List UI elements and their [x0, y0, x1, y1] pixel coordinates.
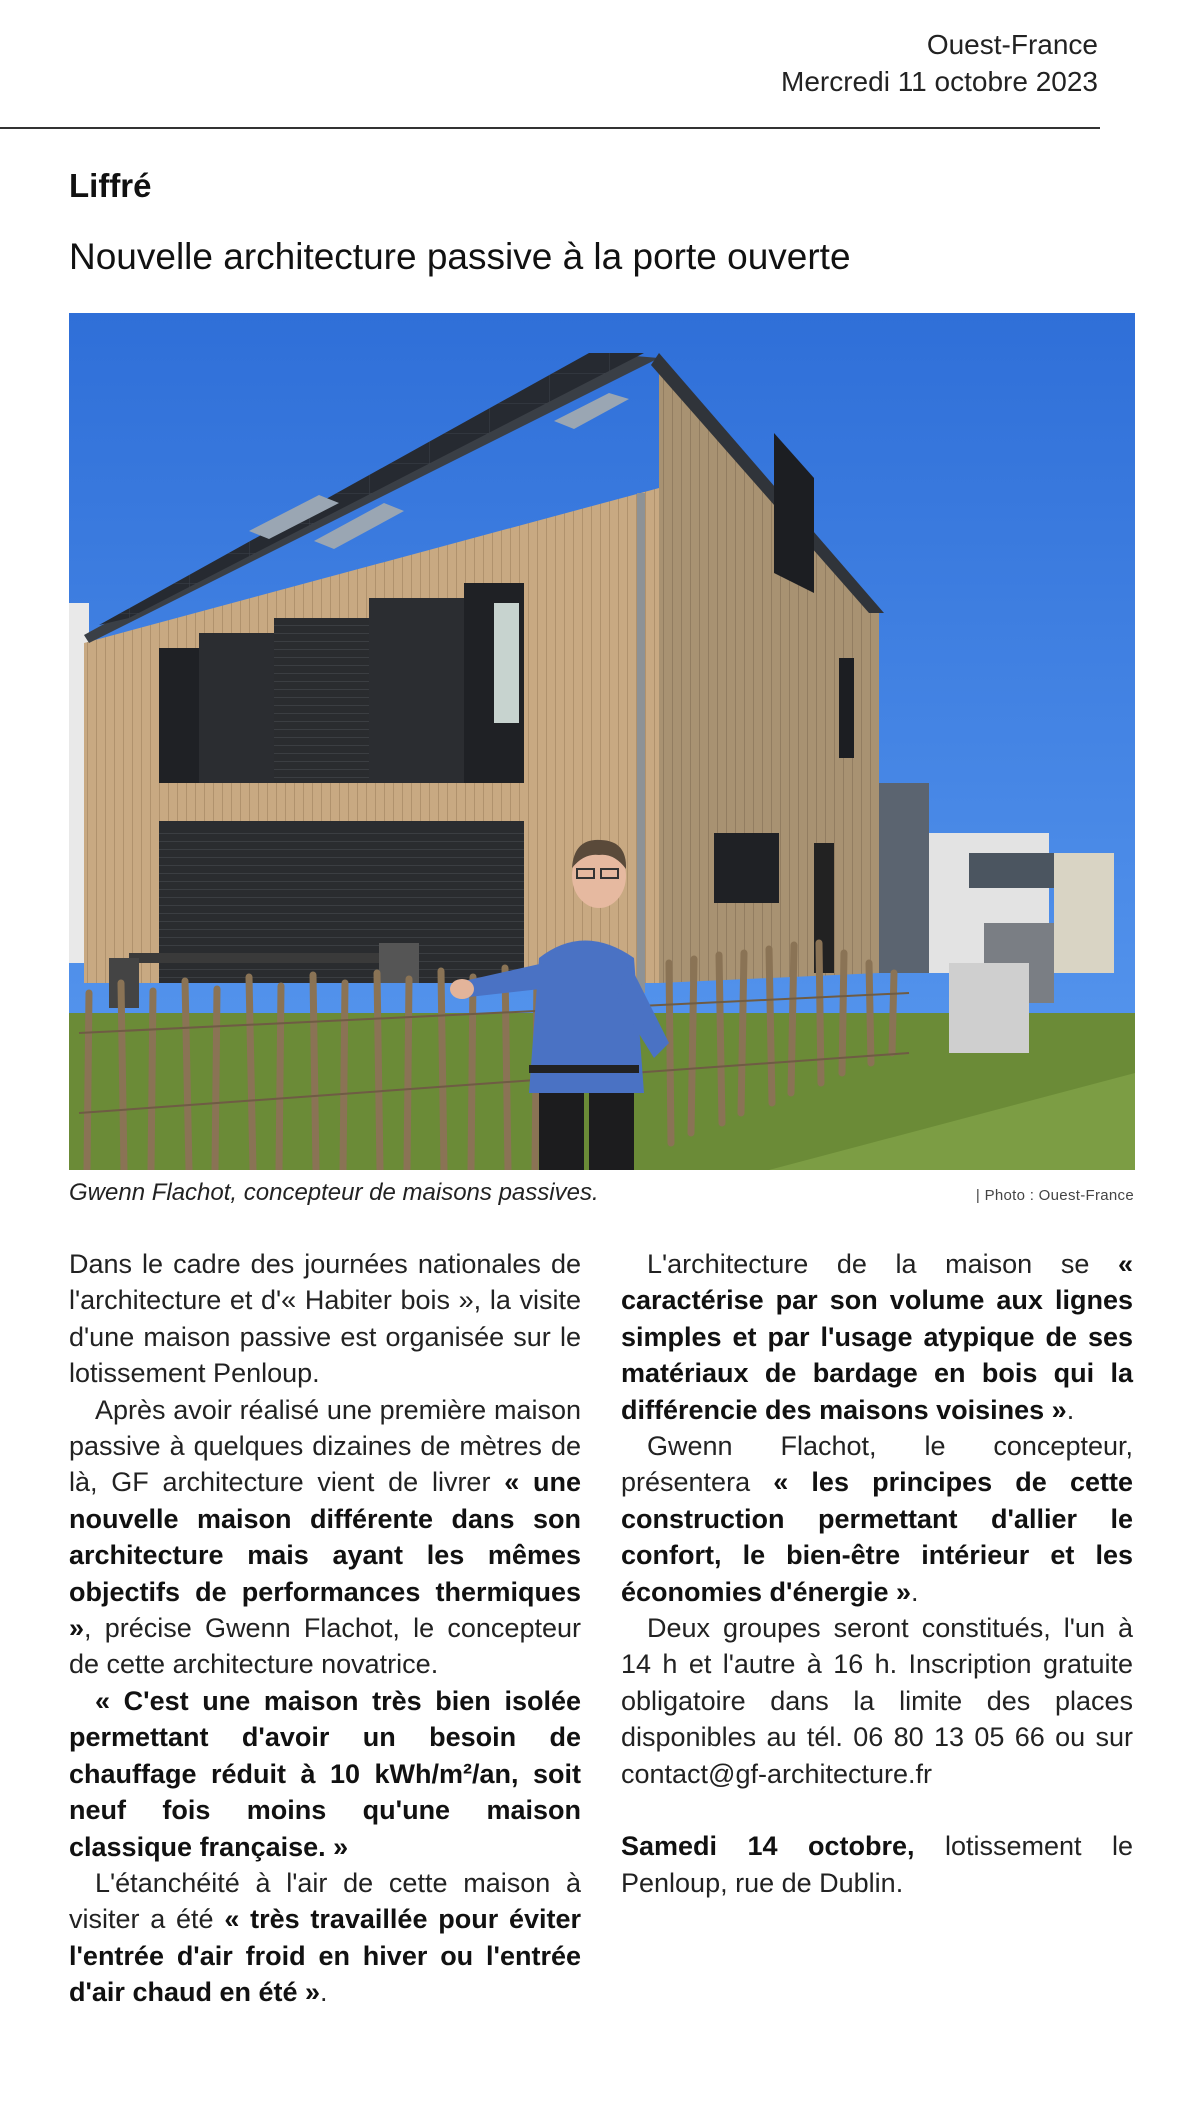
- paragraph-5: [621, 1246, 1133, 1428]
- header-rule: [0, 127, 1100, 129]
- article-headline: Nouvelle architecture passive à la porte ouverte: [69, 236, 851, 277]
- article-location: Liffré: [69, 167, 152, 204]
- article-column-left: [69, 1246, 581, 2011]
- paragraph-2-tail: , précise Gwenn Flachot, le concepteur de cette architecture novatrice.: [69, 1613, 581, 1680]
- paragraph-6-tail: .: [911, 1576, 919, 1607]
- paragraph-7: Deux groupes seront constitués, l'un à 14 h et l'autre à 16 h. Inscription gratuite obligatoire dans la limite des places disponibles au tél. 06 80 13 05 66 ou sur contact@gf-architecture.fr: [621, 1613, 1133, 1789]
- paragraph-5-lead: L'architecture de la maison se: [647, 1249, 1118, 1279]
- paragraph-4-lead: L'étanchéité à l'air de cette maison à visiter a été: [69, 1867, 581, 1935]
- paragraph-3-quote: « C'est une maison très bien isolée permettant d'avoir un besoin de chauffage réduit à 10 kWh/m²/an, soit neuf fois moins qu'une maison classique française. »: [69, 1685, 581, 1862]
- paragraph-3: [69, 1683, 581, 1865]
- paragraph-4-quote: « très travaillée pour éviter l'entrée d'air froid en hiver ou l'entrée d'air chaud en été »: [69, 1904, 582, 2008]
- publication-date: Mercredi 11 octobre 2023: [781, 66, 1098, 97]
- event-info: [621, 1828, 1133, 1901]
- article-photo: [69, 313, 1135, 1170]
- paragraph-5-quote: « caractérise par son volume aux lignes simples et par l'usage atypique de ses matériaux de bardage en bois qui la différencie des maisons voisines »: [621, 1249, 1133, 1425]
- house-photo-illustration: [69, 313, 1135, 1170]
- paragraph-6-quote: « les principes de cette construction permettant d'allier le confort, le bien-être intérieur et les économies d'énergie »: [621, 1467, 1133, 1607]
- photo-credit: | Photo : Ouest-France: [975, 1187, 1134, 1204]
- paragraph-4: [69, 1865, 581, 2011]
- article-column-right: [621, 1246, 1133, 1901]
- paragraph-2-lead: Après avoir réalisé une première maison passive à quelques dizaines de mètres de là, GF architecture vient de livrer: [69, 1394, 581, 1498]
- paragraph-4-tail: .: [320, 1977, 328, 2008]
- paragraph-6-lead: Gwenn Flachot, le concepteur, présentera: [621, 1431, 1133, 1498]
- masthead: [781, 26, 1098, 100]
- paragraph-1: Dans le cadre des journées nationales de l'architecture et d'« Habiter bois », la visite d'une maison passive est organisée sur le lotissement Penloup.: [69, 1249, 581, 1389]
- publication-name: Ouest-France: [926, 29, 1098, 60]
- event-date: Samedi 14 octobre,: [621, 1831, 915, 1862]
- photo-caption: Gwenn Flachot, concepteur de maisons passives.: [69, 1179, 599, 1206]
- paragraph-2: [69, 1392, 581, 1683]
- paragraph-6: [621, 1428, 1133, 1610]
- event-location: lotissement le Penloup, rue de Dublin.: [621, 1831, 1134, 1898]
- paragraph-2-quote: « une nouvelle maison différente dans son architecture mais ayant les mêmes objectifs de performances thermiques »: [69, 1467, 581, 1644]
- paragraph-5-tail: .: [1066, 1394, 1075, 1425]
